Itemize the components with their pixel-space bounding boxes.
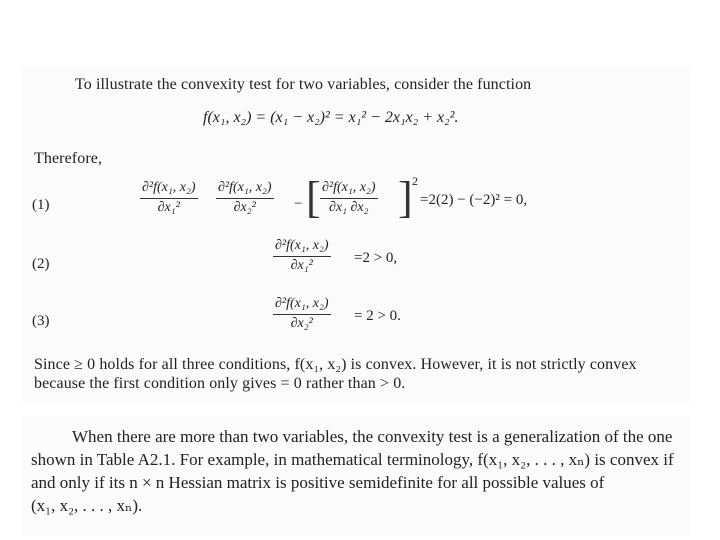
condition-1-label: (1) (32, 197, 50, 213)
condition-3-numerator: ∂²f(x₁, x₂) (275, 296, 329, 311)
term1-numerator: ∂²f(x₁, x₂) (142, 180, 196, 195)
condition-3-result: = 2 > 0. (354, 308, 401, 324)
para2-line-2: shown in Table A2.1. For example, in mathematical terminology, f(x₁, x₂, . . . , xₙ) is convex if (31, 450, 674, 469)
term2-denominator: ∂x₂² (233, 200, 256, 215)
bracket-exponent: 2 (412, 174, 418, 188)
therefore-text: Therefore, (34, 150, 103, 167)
term3-denominator: ∂x₁ ∂x₂ (329, 200, 369, 215)
fraction-bar (140, 198, 198, 199)
condition-2-result: =2 > 0, (354, 250, 398, 266)
term2-numerator: ∂²f(x₁, x₂) (218, 180, 272, 195)
condition-3-denominator: ∂x₂² (290, 316, 313, 331)
condition-1-term2 (216, 180, 274, 216)
fraction-bar (216, 198, 274, 199)
condition-1-result: =2(2) − (−2)² = 0, (420, 192, 528, 208)
para2-line-1: When there are more than two variables, the convexity test is a generalization of the one (72, 427, 673, 446)
left-bracket: [ (306, 173, 321, 222)
term3-numerator: ∂²f(x₁, x₂) (322, 180, 376, 195)
since-line-2: because the first condition only gives = 0 rather than > 0. (34, 375, 406, 392)
condition-2-label: (2) (32, 256, 50, 272)
fraction-bar (273, 256, 331, 257)
para2-line-4: (x₁, x₂, . . . , xₙ). (31, 496, 143, 515)
term1-denominator: ∂x₁² (157, 200, 180, 215)
page-gap (22, 404, 690, 416)
function-equation: f(x₁, x₂) = (x₁ − x₂)² = x₁² − 2x₁x₂ + x₂². (203, 109, 459, 126)
right-bracket: ] (398, 173, 413, 222)
para2-line-3: and only if its n × n Hessian matrix is positive semidefinite for all possible values of (31, 473, 605, 492)
fraction-bar (273, 314, 331, 315)
minus-sign: − (294, 196, 303, 212)
condition-2-numerator: ∂²f(x₁, x₂) (275, 238, 329, 253)
condition-3-fraction (273, 296, 331, 332)
condition-1-term1 (140, 180, 198, 216)
intro-text: To illustrate the convexity test for two variables, consider the function (75, 76, 532, 93)
condition-2-denominator: ∂x₁² (290, 258, 313, 273)
since-line-1: Since ≥ 0 holds for all three conditions, f(x₁, x₂) is convex. However, it is not strictly convex (34, 356, 637, 373)
fraction-bar (320, 198, 378, 199)
condition-1-term3 (320, 180, 378, 216)
condition-3-label: (3) (32, 313, 50, 329)
condition-2-fraction (273, 238, 331, 274)
